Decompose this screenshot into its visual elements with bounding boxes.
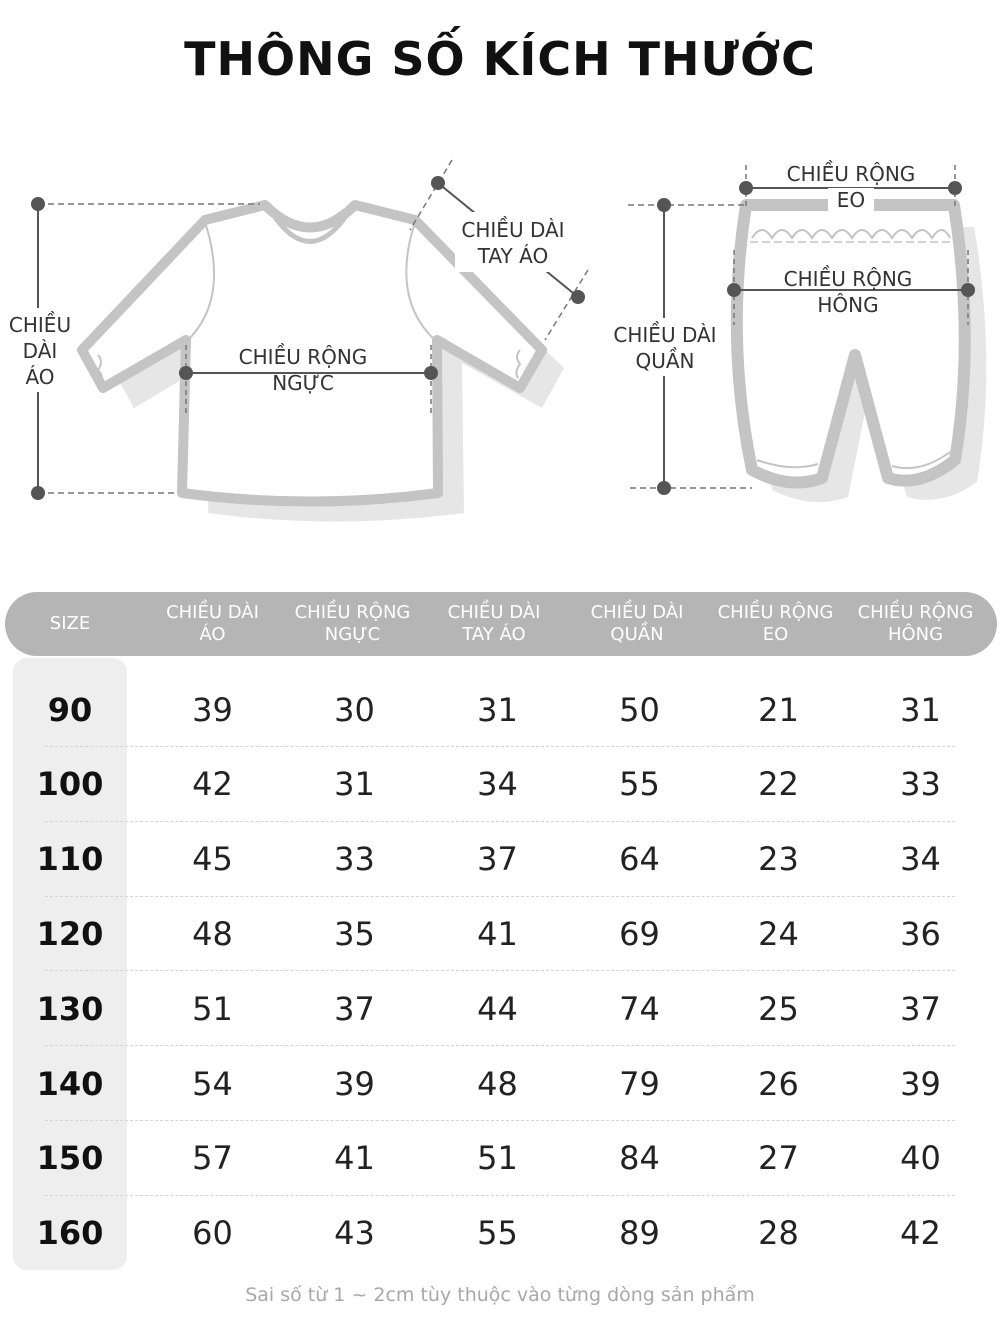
tolerance-note: Sai số từ 1 ~ 2cm tùy thuộc vào từng dòng sản phẩm — [245, 1284, 755, 1306]
hip-width-label-2: HÔNG — [817, 293, 879, 317]
cell-shirt-length: 48 — [192, 914, 233, 953]
cell-waist-width: 25 — [758, 989, 799, 1028]
cell-hip-width: 34 — [900, 840, 941, 879]
cell-pants-length: 55 — [619, 765, 660, 804]
pants-length-label-2: QUẦN — [635, 349, 695, 373]
cell-pants-length: 84 — [619, 1139, 660, 1178]
cell-hip-width: 31 — [900, 690, 941, 729]
sleeve-length-label-2: TAY ÁO — [477, 244, 549, 268]
header-size: SIZE — [49, 613, 91, 634]
cell-shirt-length: 42 — [192, 765, 233, 804]
cell-waist-width: 21 — [758, 690, 799, 729]
pants-length-measure — [610, 198, 752, 495]
table-row — [5, 672, 997, 747]
cell-chest-width: 43 — [334, 1214, 375, 1253]
header-shirt-length: CHIỀU DÀI ÁO — [166, 602, 259, 645]
chest-width-label-1: CHIỀU RỘNG — [238, 345, 368, 369]
cell-size: 90 — [47, 690, 93, 729]
pants-length-label-1: CHIỀU DÀI — [613, 323, 717, 347]
cell-shirt-length: 54 — [192, 1064, 233, 1103]
cell-size: 100 — [36, 765, 104, 804]
shirt-length-label-2: DÀI — [22, 339, 58, 363]
cell-hip-width: 39 — [900, 1064, 941, 1103]
cell-waist-width: 24 — [758, 914, 799, 953]
cell-chest-width: 41 — [334, 1139, 375, 1178]
table-row — [5, 1121, 997, 1196]
cell-sleeve-length: 31 — [477, 690, 518, 729]
cell-sleeve-length: 48 — [477, 1064, 518, 1103]
table-row — [5, 896, 997, 971]
cell-pants-length: 79 — [619, 1064, 660, 1103]
cell-sleeve-length: 51 — [477, 1139, 518, 1178]
cell-shirt-length: 39 — [192, 690, 233, 729]
cell-hip-width: 33 — [900, 765, 941, 804]
cell-shirt-length: 45 — [192, 840, 233, 879]
cell-hip-width: 37 — [900, 989, 941, 1028]
cell-chest-width: 30 — [334, 690, 375, 729]
table-row — [5, 971, 997, 1046]
table-row — [5, 822, 997, 897]
cell-sleeve-length: 37 — [477, 840, 518, 879]
cell-pants-length: 69 — [619, 914, 660, 953]
cell-hip-width: 42 — [900, 1214, 941, 1253]
cell-size: 150 — [36, 1139, 104, 1178]
cell-sleeve-length: 44 — [477, 989, 518, 1028]
cell-chest-width: 31 — [334, 765, 375, 804]
cell-chest-width: 37 — [334, 989, 375, 1028]
shirt-length-label-1: CHIỀU — [8, 313, 72, 337]
chest-width-label-2: NGỰC — [272, 371, 334, 395]
table-row — [5, 1046, 997, 1121]
table-row — [5, 747, 997, 822]
header-waist-width: CHIỀU RỘNG EO — [717, 602, 834, 645]
cell-waist-width: 22 — [758, 765, 799, 804]
cell-chest-width: 33 — [334, 840, 375, 879]
cell-waist-width: 28 — [758, 1214, 799, 1253]
hip-width-label-1: CHIỀU RỘNG — [783, 267, 913, 291]
cell-pants-length: 89 — [619, 1214, 660, 1253]
cell-hip-width: 40 — [900, 1139, 941, 1178]
cell-sleeve-length: 41 — [477, 914, 518, 953]
waist-width-label-2: EO — [836, 188, 866, 212]
cell-size: 130 — [36, 989, 104, 1028]
pants-illustration — [737, 205, 986, 502]
waist-width-label-1: CHIỀU RỘNG — [786, 162, 916, 186]
cell-shirt-length: 51 — [192, 989, 233, 1028]
sleeve-length-label-1: CHIỀU DÀI — [461, 218, 565, 242]
cell-shirt-length: 60 — [192, 1214, 233, 1253]
header-sleeve-length: CHIỀU DÀI TAY ÁO — [447, 602, 541, 645]
cell-chest-width: 39 — [334, 1064, 375, 1103]
table-header — [5, 592, 997, 656]
table-row — [5, 1196, 997, 1271]
page-title: THÔNG SỐ KÍCH THƯỚC — [184, 32, 816, 86]
cell-sleeve-length: 34 — [477, 765, 518, 804]
cell-size: 140 — [36, 1064, 104, 1103]
cell-hip-width: 36 — [900, 914, 941, 953]
measurement-diagram — [0, 150, 1000, 530]
cell-waist-width: 27 — [758, 1139, 799, 1178]
cell-waist-width: 26 — [758, 1064, 799, 1103]
cell-pants-length: 74 — [619, 989, 660, 1028]
cell-size: 160 — [36, 1214, 104, 1253]
cell-chest-width: 35 — [334, 914, 375, 953]
cell-size: 120 — [36, 914, 104, 953]
shirt-length-label-3: ÁO — [25, 365, 55, 389]
cell-size: 110 — [36, 840, 104, 879]
cell-pants-length: 50 — [619, 690, 660, 729]
cell-pants-length: 64 — [619, 840, 660, 879]
header-hip-width: CHIỀU RỘNG HÔNG — [857, 602, 974, 645]
cell-shirt-length: 57 — [192, 1139, 233, 1178]
header-chest-width: CHIỀU RỘNG NGỰC — [294, 602, 411, 645]
cell-sleeve-length: 55 — [477, 1214, 518, 1253]
header-pants-length: CHIỀU DÀI QUẦN — [590, 602, 684, 645]
cell-waist-width: 23 — [758, 840, 799, 879]
